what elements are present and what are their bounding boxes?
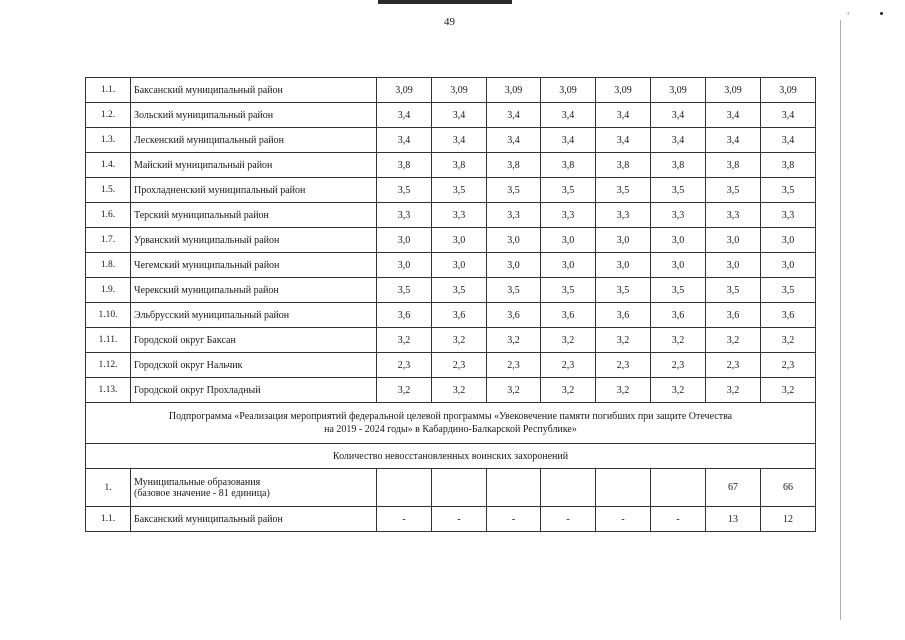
value-cell: 3,8 bbox=[596, 153, 651, 178]
municipality-name: Майский муниципальный район bbox=[131, 153, 377, 178]
value-cell: 3,6 bbox=[377, 303, 432, 328]
value-cell: 3,8 bbox=[651, 153, 706, 178]
subprogram-title bbox=[86, 403, 816, 444]
indicator-row bbox=[86, 444, 816, 469]
value-cell: 3,0 bbox=[596, 228, 651, 253]
value-cell: 3,3 bbox=[432, 203, 487, 228]
value-cell: 3,8 bbox=[541, 153, 596, 178]
value-cell: 3,4 bbox=[596, 128, 651, 153]
value-cell: 2,3 bbox=[487, 353, 541, 378]
value-cell: 3,5 bbox=[651, 278, 706, 303]
value-cell: 3,0 bbox=[541, 228, 596, 253]
value-cell: 3,6 bbox=[432, 303, 487, 328]
value-cell: 3,5 bbox=[541, 178, 596, 203]
value-cell: 3,0 bbox=[761, 253, 816, 278]
value-cell: 3,5 bbox=[596, 278, 651, 303]
table-row bbox=[86, 203, 816, 228]
row-number: 1.1. bbox=[86, 78, 131, 103]
municipality-name: Эльбрусский муниципальный район bbox=[131, 303, 377, 328]
value-cell: 3,4 bbox=[596, 103, 651, 128]
value-cell: - bbox=[651, 507, 706, 532]
row-number: 1.9. bbox=[86, 278, 131, 303]
value-cell: 3,2 bbox=[487, 328, 541, 353]
municipality-name: Прохладненский муниципальный район bbox=[131, 178, 377, 203]
row-number: 1.3. bbox=[86, 128, 131, 153]
value-cell: 3,5 bbox=[377, 278, 432, 303]
value-cell: 3,5 bbox=[487, 178, 541, 203]
value-cell: 3,09 bbox=[761, 78, 816, 103]
value-cell: 3,0 bbox=[432, 253, 487, 278]
value-cell: 3,4 bbox=[706, 128, 761, 153]
value-cell: 3,5 bbox=[651, 178, 706, 203]
value-cell: 2,3 bbox=[432, 353, 487, 378]
value-cell: 3,2 bbox=[432, 328, 487, 353]
value-cell: 3,0 bbox=[596, 253, 651, 278]
value-cell: 3,6 bbox=[541, 303, 596, 328]
row-number: 1.2. bbox=[86, 103, 131, 128]
value-cell: 12 bbox=[761, 507, 816, 532]
value-cell: 3,5 bbox=[761, 278, 816, 303]
table-row bbox=[86, 103, 816, 128]
municipality-name: Урванский муниципальный район bbox=[131, 228, 377, 253]
value-cell: 3,3 bbox=[487, 203, 541, 228]
subprogram-row bbox=[86, 403, 816, 444]
value-cell: 3,2 bbox=[377, 378, 432, 403]
value-cell: 3,0 bbox=[487, 228, 541, 253]
value-cell: 3,0 bbox=[487, 253, 541, 278]
value-cell: 3,2 bbox=[377, 328, 432, 353]
value-cell: 3,8 bbox=[761, 153, 816, 178]
value-cell: - bbox=[487, 507, 541, 532]
row-number: 1. bbox=[86, 469, 131, 507]
value-cell: 3,0 bbox=[761, 228, 816, 253]
municipality-name: Черекский муниципальный район bbox=[131, 278, 377, 303]
value-cell: 3,5 bbox=[596, 178, 651, 203]
value-cell: 3,3 bbox=[377, 203, 432, 228]
value-cell: 66 bbox=[761, 469, 816, 507]
row-number: 1.5. bbox=[86, 178, 131, 203]
value-cell: - bbox=[541, 507, 596, 532]
top-edge-bar bbox=[378, 0, 512, 4]
value-cell: 3,4 bbox=[432, 128, 487, 153]
row-number: 1.7. bbox=[86, 228, 131, 253]
value-cell: 3,0 bbox=[377, 253, 432, 278]
table-row bbox=[86, 469, 816, 507]
value-cell: 3,0 bbox=[651, 228, 706, 253]
subprogram-title-line2: на 2019 - 2024 годы» в Кабардино-Балкарской Республике» bbox=[324, 424, 577, 435]
value-cell: 3,0 bbox=[706, 253, 761, 278]
row-number: 1.13. bbox=[86, 378, 131, 403]
value-cell: 3,4 bbox=[651, 103, 706, 128]
value-cell: 67 bbox=[706, 469, 761, 507]
value-cell: 3,3 bbox=[706, 203, 761, 228]
value-cell: 3,5 bbox=[761, 178, 816, 203]
municipality-name: Городской округ Нальчик bbox=[131, 353, 377, 378]
value-cell: 3,4 bbox=[761, 103, 816, 128]
value-cell: 3,4 bbox=[706, 103, 761, 128]
table-row bbox=[86, 128, 816, 153]
value-cell: 3,09 bbox=[651, 78, 706, 103]
value-cell bbox=[432, 469, 487, 507]
value-cell: 3,2 bbox=[706, 378, 761, 403]
value-cell: 3,2 bbox=[541, 378, 596, 403]
value-cell: 3,4 bbox=[432, 103, 487, 128]
value-cell: 3,2 bbox=[596, 378, 651, 403]
value-cell: 3,4 bbox=[651, 128, 706, 153]
value-cell: 3,09 bbox=[377, 78, 432, 103]
value-cell: 3,5 bbox=[432, 278, 487, 303]
row-number: 1.4. bbox=[86, 153, 131, 178]
value-cell: 3,4 bbox=[377, 128, 432, 153]
value-cell: 3,2 bbox=[596, 328, 651, 353]
row-number: 1.11. bbox=[86, 328, 131, 353]
base-value-note: (базовое значение - 81 единица) bbox=[134, 487, 270, 499]
row-number: 1.10. bbox=[86, 303, 131, 328]
row-number: 1.8. bbox=[86, 253, 131, 278]
municipality-name: Терский муниципальный район bbox=[131, 203, 377, 228]
value-cell: 3,5 bbox=[706, 278, 761, 303]
row-number: 1.1. bbox=[86, 507, 131, 532]
table-row bbox=[86, 328, 816, 353]
value-cell bbox=[596, 469, 651, 507]
value-cell: - bbox=[432, 507, 487, 532]
value-cell: 3,6 bbox=[596, 303, 651, 328]
value-cell: 3,0 bbox=[651, 253, 706, 278]
scan-mark: ⁺ bbox=[846, 10, 851, 19]
value-cell: 3,4 bbox=[541, 103, 596, 128]
value-cell: 3,6 bbox=[651, 303, 706, 328]
value-cell: 3,8 bbox=[487, 153, 541, 178]
value-cell: 3,2 bbox=[541, 328, 596, 353]
value-cell: 3,2 bbox=[651, 328, 706, 353]
value-cell: 3,0 bbox=[377, 228, 432, 253]
table-row bbox=[86, 228, 816, 253]
value-cell: 3,5 bbox=[541, 278, 596, 303]
table-row bbox=[86, 178, 816, 203]
value-cell bbox=[651, 469, 706, 507]
table-row bbox=[86, 507, 816, 532]
value-cell: 3,3 bbox=[761, 203, 816, 228]
value-cell: 3,5 bbox=[377, 178, 432, 203]
value-cell: - bbox=[377, 507, 432, 532]
value-cell: 3,8 bbox=[377, 153, 432, 178]
value-cell: 3,4 bbox=[377, 103, 432, 128]
table-row bbox=[86, 353, 816, 378]
value-cell: 3,09 bbox=[432, 78, 487, 103]
value-cell: 2,3 bbox=[761, 353, 816, 378]
value-cell: 3,2 bbox=[761, 328, 816, 353]
municipality-name: Баксанский муниципальный район bbox=[131, 507, 377, 532]
value-cell: 13 bbox=[706, 507, 761, 532]
municipality-name: Городской округ Баксан bbox=[131, 328, 377, 353]
value-cell: 3,2 bbox=[432, 378, 487, 403]
value-cell: 3,0 bbox=[541, 253, 596, 278]
value-cell: 3,4 bbox=[761, 128, 816, 153]
value-cell: 3,09 bbox=[487, 78, 541, 103]
value-cell: 3,8 bbox=[706, 153, 761, 178]
value-cell: 3,4 bbox=[541, 128, 596, 153]
value-cell: 3,6 bbox=[487, 303, 541, 328]
value-cell bbox=[377, 469, 432, 507]
value-cell: 3,2 bbox=[651, 378, 706, 403]
value-cell: 2,3 bbox=[596, 353, 651, 378]
indicator-table bbox=[85, 77, 816, 532]
table-row bbox=[86, 78, 816, 103]
row-number: 1.12. bbox=[86, 353, 131, 378]
value-cell: 2,3 bbox=[706, 353, 761, 378]
municipality-name: Зольский муниципальный район bbox=[131, 103, 377, 128]
value-cell: 3,4 bbox=[487, 128, 541, 153]
value-cell: 3,09 bbox=[596, 78, 651, 103]
value-cell: 3,5 bbox=[706, 178, 761, 203]
value-cell: 3,0 bbox=[706, 228, 761, 253]
table-row bbox=[86, 303, 816, 328]
subprogram-title-line1: Подпрограмма «Реализация мероприятий федеральной целевой программы «Увековечение памяти погибших при защите Отечества bbox=[168, 411, 733, 422]
table-row bbox=[86, 253, 816, 278]
value-cell: 3,09 bbox=[706, 78, 761, 103]
value-cell: 3,2 bbox=[487, 378, 541, 403]
value-cell: 3,2 bbox=[761, 378, 816, 403]
value-cell: 3,09 bbox=[541, 78, 596, 103]
table-row bbox=[86, 378, 816, 403]
municipality-name: Баксанский муниципальный район bbox=[131, 78, 377, 103]
table-row bbox=[86, 153, 816, 178]
value-cell: 3,5 bbox=[487, 278, 541, 303]
value-cell: 3,0 bbox=[432, 228, 487, 253]
municipality-name: Городской округ Прохладный bbox=[131, 378, 377, 403]
value-cell: 3,4 bbox=[487, 103, 541, 128]
value-cell: 2,3 bbox=[541, 353, 596, 378]
value-cell: 3,6 bbox=[706, 303, 761, 328]
value-cell: 3,2 bbox=[706, 328, 761, 353]
page-number: 49 bbox=[444, 16, 455, 28]
value-cell: 3,3 bbox=[541, 203, 596, 228]
value-cell bbox=[487, 469, 541, 507]
row-number: 1.6. bbox=[86, 203, 131, 228]
value-cell: 3,3 bbox=[651, 203, 706, 228]
group-name: Муниципальные образования bbox=[134, 476, 261, 488]
value-cell: 3,3 bbox=[596, 203, 651, 228]
value-cell: 3,8 bbox=[432, 153, 487, 178]
municipality-name: Лескенский муниципальный район bbox=[131, 128, 377, 153]
value-cell: - bbox=[596, 507, 651, 532]
municipality-name bbox=[131, 469, 377, 507]
value-cell: 2,3 bbox=[377, 353, 432, 378]
value-cell: 3,5 bbox=[432, 178, 487, 203]
table-row bbox=[86, 278, 816, 303]
value-cell: 3,6 bbox=[761, 303, 816, 328]
value-cell: 2,3 bbox=[651, 353, 706, 378]
municipality-name: Чегемский муниципальный район bbox=[131, 253, 377, 278]
indicator-title: Количество невосстановленных воинских захоронений bbox=[86, 444, 816, 469]
value-cell bbox=[541, 469, 596, 507]
scan-margin-line bbox=[840, 20, 841, 620]
scan-dot bbox=[880, 12, 883, 15]
